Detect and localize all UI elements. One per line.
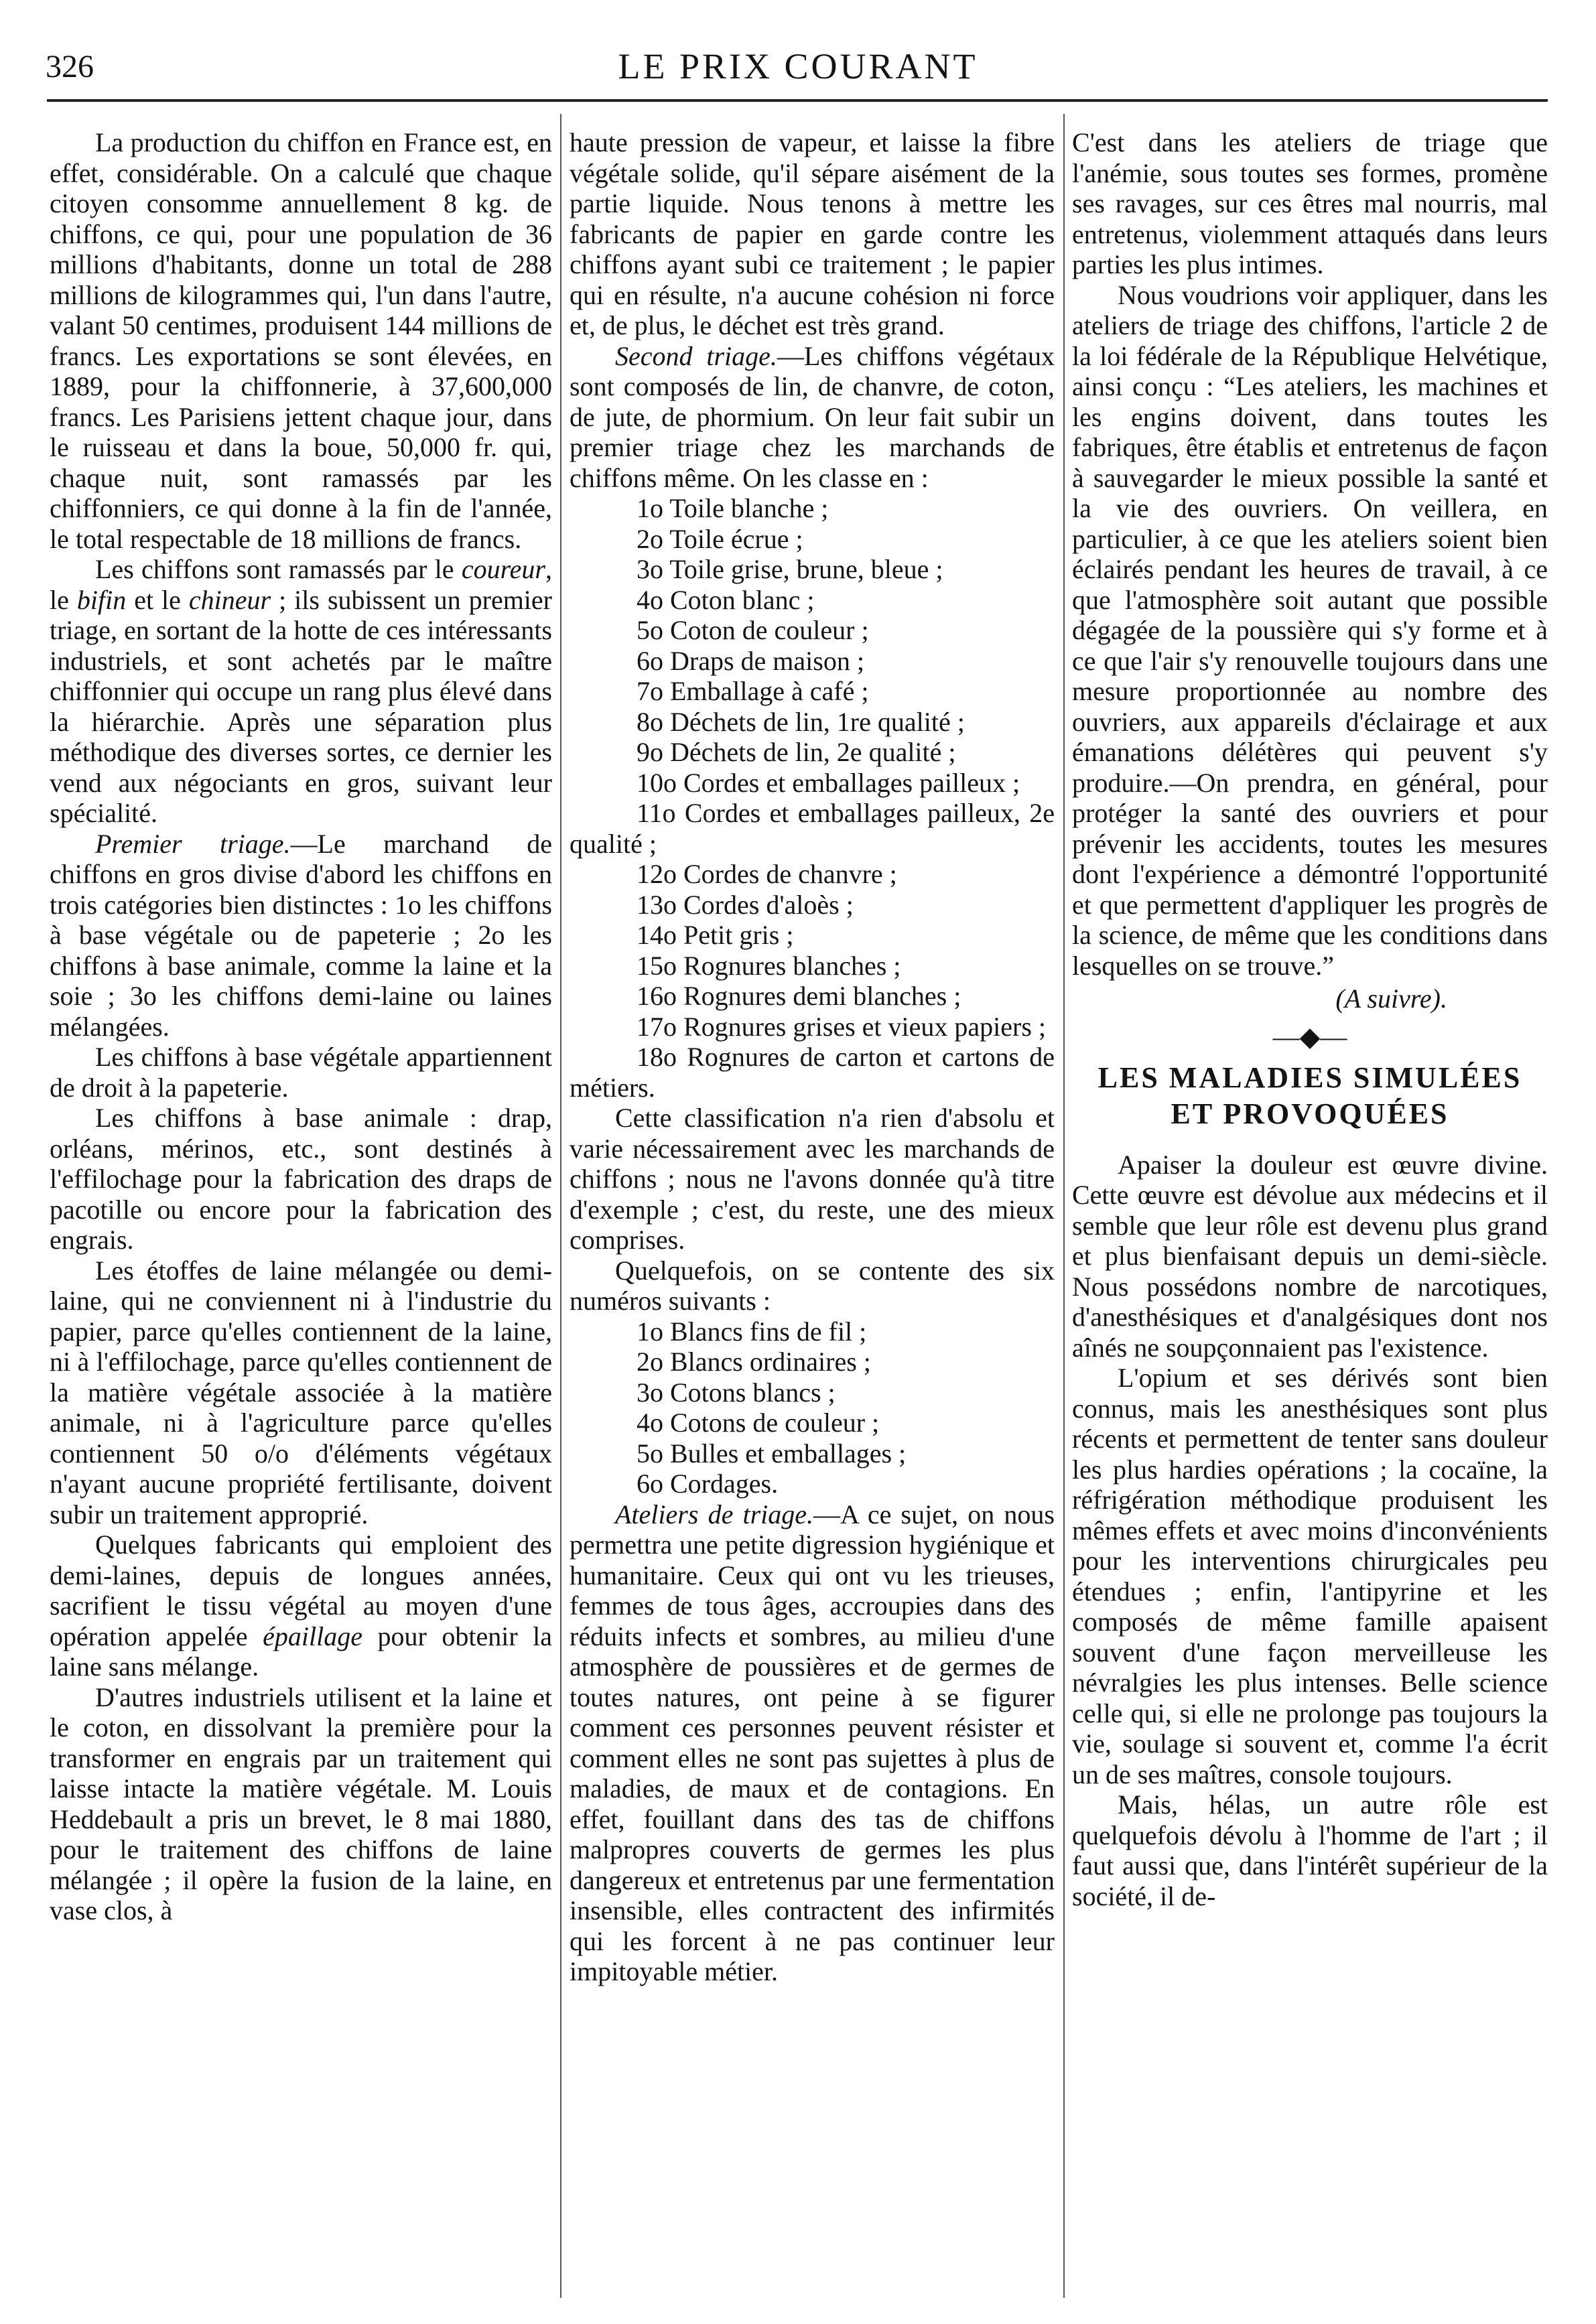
list-item: 15o Rognures blanches ; (637, 950, 901, 981)
paragraph: Quelquefois, on se contente des six numéros suivants : (570, 1255, 1055, 1316)
column-separator (1063, 114, 1065, 2298)
column-separator (560, 114, 561, 2298)
text-run: et le (126, 584, 189, 615)
run-in-heading: Premier triage. (95, 828, 291, 859)
paragraph (50, 554, 552, 829)
paragraph: L'opium et ses dérivés sont bien connus, mais les anesthésiques sont plus récents et permettent de tenter sans douleur les plus hardies opérations ; la cocaïne, la réfrigération méthodique produisent les mêmes effets et avec moins d'inconvénients pour les interventions chirurgicales peu étendues ; enfin, l'antipyrine et les composés de même famille apaisent souvent d'une façon merveilleuse les névralgies les plus intenses. Belle science celle qui, si elle ne prolonge pas toujours la vie, soulage si souvent et, comme l'a écrit un de ses maîtres, console toujours. (1072, 1363, 1548, 1789)
column-3 (1072, 127, 1548, 1911)
page-number: 326 (46, 49, 94, 84)
column-2 (570, 127, 1055, 1987)
paragraph: C'est dans les ateliers de triage que l'anémie, sous toutes ses formes, promène ses ravages, sur ces êtres mal nourris, mal entretenus, violemment attaqués dans leurs parties les plus intimes. (1072, 127, 1548, 279)
list-item: 12o Cordes de chanvre ; (637, 859, 897, 889)
text-run: , le (50, 554, 552, 615)
paragraph: D'autres industriels utilisent et la laine et le coton, en dissolvant la première pour la transformer en engrais par un traitement qui laisse intacte la matière végétale. M. Louis Heddebault a pris un brevet, le 8 mai 1880, pour le traitement des chiffons de laine mélangée ; il opère la fusion de la laine, en vase clos, à (50, 1682, 552, 1925)
list-item (570, 1042, 1055, 1103)
text-run: Les chiffons sont ramassés par le (95, 554, 462, 584)
italic-term: coureur (461, 554, 545, 584)
paragraph: La production du chiffon en France est, en effet, considérable. On a calculé que chaque citoyen consomme annuellement 8 kg. de chiffons, ce qui, pour une population de 36 millions d'habitants, donne un total de 288 millions de kilogrammes qui, l'un dans l'autre, valant 50 centimes, produisent 144 millions de francs. Les exportations se sont élevées, en 1889, pour la chiffonnerie, à 37,600,000 francs. Les Parisiens jettent chaque jour, dans le ruisseau et dans la boue, 50,000 fr. qui, chaque nuit, sont ramassés par les chiffonniers, ce qui donne à la fin de l'année, le total respectable de 18 millions de francs. (50, 127, 552, 554)
paragraph (50, 829, 552, 1042)
list-item-text: 18o Rognures de carton et cartons de métiers. (570, 1042, 1055, 1103)
list-item: 16o Rognures demi blanches ; (637, 981, 961, 1011)
list-item: 4o Cotons de couleur ; (637, 1408, 880, 1438)
run-in-heading: Second triage. (615, 340, 777, 371)
italic-term: bifin (76, 584, 127, 615)
section-title: LES MALADIES SIMULÉES ET PROVOQUÉES (1098, 1061, 1522, 1130)
list-item: 13o Cordes d'aloès ; (637, 889, 854, 920)
text-run: pour obtenir la laine sans mélange. (50, 1621, 552, 1682)
column-1 (50, 127, 552, 1926)
paragraph: Les chiffons à base végétale appartiennent de droit à la papeterie. (50, 1042, 552, 1103)
paragraph (570, 341, 1055, 494)
list-item: 5o Coton de couleur ; (637, 615, 869, 645)
list-item: 14o Petit gris ; (637, 920, 794, 950)
header-rule (47, 99, 1548, 102)
a-suivre-text: (A suivre). (1335, 983, 1447, 1014)
page-header (0, 39, 1596, 99)
list-item: 3o Toile grise, brune, bleue ; (637, 554, 943, 584)
run-in-heading: Ateliers de triage. (615, 1499, 814, 1529)
paragraph: Cette classification n'a rien d'absolu et varie nécessairement avec les marchands de chiffons ; nous ne l'avons donnée qu'à titre d'exemple ; c'est, du reste, une des mieux comprises. (570, 1103, 1055, 1255)
list-item: 6o Draps de maison ; (637, 645, 864, 676)
list-item-text: 17o Rognures grises et vieux papiers ; (637, 1011, 1046, 1042)
list-item: 2o Blancs ordinaires ; (637, 1347, 871, 1377)
text-run: —A ce sujet, on nous permettra une petite digression hygiénique et humanitaire. Ceux qui ont vu les trieuses, femmes de tous âges, accroupies dans des réduits infects et sombres, au milieu d'une atmosphère de poussières et de germes de toutes natures, ont peine à se figurer comment ces personnes peuvent résister et comment elles ne sont pas sujettes à plus de maladies, de maux et de contagions. En effet, fouillant dans des tas de chiffons malpropres couverts de germes les plus dangereux et entretenus par une fermentation insensible, elles contractent des infirmités qui les forcent à ne pas continuer leur impitoyable métier. (570, 1499, 1055, 1986)
list-item (570, 1012, 1055, 1042)
paragraph (570, 1499, 1055, 1987)
list-item: 9o Déchets de lin, 2e qualité ; (637, 737, 956, 767)
paragraph: Les chiffons à base animale : drap, orléans, mérinos, etc., sont destinés à l'effilochage pour la fabrication des draps de pacotille ou encore pour la fabrication des engrais. (50, 1103, 552, 1255)
italic-term: chineur (188, 584, 271, 615)
paragraph: haute pression de vapeur, et laisse la fibre végétale solide, qu'il sépare aisément de la partie liquide. Nous tenons à mettre les fabricants de papier en garde contre les chiffons ayant subi ce traitement ; le papier qui en résulte, n'a aucune cohésion ni force et, de plus, le déchet est très grand. (570, 127, 1055, 340)
paragraph (50, 1529, 552, 1682)
list-item (570, 798, 1055, 859)
text-run: —Le marchand de chiffons en gros divise d'abord les chiffons en trois catégories bien distinctes : 1o les chiffons à base végétale ou de papeterie ; 2o les chiffons à base animale, comme la laine et la soie ; 3o les chiffons demi-laine ou laines mélangées. (50, 828, 552, 1042)
list-item: 4o Coton blanc ; (637, 584, 815, 615)
paragraph: Les étoffes de laine mélangée ou demi-laine, qui ne conviennent ni à l'industrie du papier, parce qu'elles contiennent de la laine, ni à l'effilochage, parce qu'elles contiennent de la matière végétale associée à la matière animale, ni à l'agriculture parce qu'elles contiennent 50 o/o d'éléments végétaux n'ayant aucune propriété fertilisante, doivent subir un traitement approprié. (50, 1255, 552, 1529)
list-item: 8o Déchets de lin, 1re qualité ; (637, 706, 965, 737)
paragraph: Mais, hélas, un autre rôle est quelquefois dévolu à l'homme de l'art ; il faut aussi que, dans l'intérêt supérieur de la société, il de- (1072, 1789, 1548, 1911)
ornament-divider: —◆— (1272, 1021, 1347, 1052)
list-item: 6o Cordages. (637, 1468, 779, 1499)
list-item-text: 11o Cordes et emballages pailleux, 2e qualité ; (570, 798, 1055, 859)
list-item-text: 10o Cordes et emballages pailleux ; (637, 767, 1020, 798)
journal-title: LE PRIX COURANT (618, 46, 978, 86)
italic-term: épaillage (263, 1621, 363, 1651)
list-item: 1o Blancs fins de fil ; (637, 1316, 867, 1347)
text-run: Quelques fabricants qui emploient des demi-laines, depuis de longues années, sacrifient le tissu végétal au moyen d'une opération appelée (50, 1529, 552, 1651)
list-item (570, 768, 1055, 799)
list-item: 3o Cotons blancs ; (637, 1377, 836, 1408)
list-item: 7o Emballage à café ; (637, 676, 869, 706)
list-item: 2o Toile écrue ; (637, 523, 803, 554)
text-run: —Les chiffons végétaux sont composés de lin, de chanvre, de coton, de jute, de phormium. On leur fait subir un premier triage chez les marchands de chiffons même. On les classe en : (570, 340, 1055, 493)
list-item: 5o Bulles et emballages ; (637, 1438, 907, 1468)
paragraph: Nous voudrions voir appliquer, dans les ateliers de triage des chiffons, l'article 2 de la loi fédérale de la République Helvétique, ainsi conçu : “Les ateliers, les machines et les engins doivent, dans toutes les fabriques, être établis et entretenus de façon à sauvegarder le mieux possible la santé et la vie des ouvriers. On veillera, en particulier, à ce que les ateliers soient bien éclairés pendant les heures de travail, à ce que l'atmosphère soit autant que possible dégagée de la poussière qui s'y forme et à ce que l'air s'y renouvelle toujours dans une mesure proportionnée au nombre des ouvriers, aux appareils d'éclairage et aux émanations délétères qui peuvent s'y produire.—On prendra, en général, pour protéger la santé des ouvriers et pour prévenir les accidents, toutes les mesures dont l'expérience a démontré l'opportunité et que permettent d'appliquer les progrès de la science, de même que les conditions dans lesquelles on se trouve.” (1072, 279, 1548, 981)
paragraph: Apaiser la douleur est œuvre divine. Cette œuvre est dévolue aux médecins et il semble que leur rôle est devenu plus grand et plus bienfaisant depuis un demi-siècle. Nous possédons nombre de narcotiques, d'anesthésiques et d'analgésiques dont nos aînés ne soupçonnaient pas l'existence. (1072, 1149, 1548, 1363)
text-run: ; ils subissent un premier triage, en sortant de la hotte de ces intéressants industriels, et sont achetés par le maître chiffonnier qui occupe un rang plus élevé dans la hiérarchie. Après une séparation plus méthodique des diverses sortes, ce dernier les vend aux négociants en gros, suivant leur spécialité. (50, 584, 552, 828)
list-item: 1o Toile blanche ; (637, 493, 829, 523)
to-be-continued (1072, 983, 1548, 1014)
